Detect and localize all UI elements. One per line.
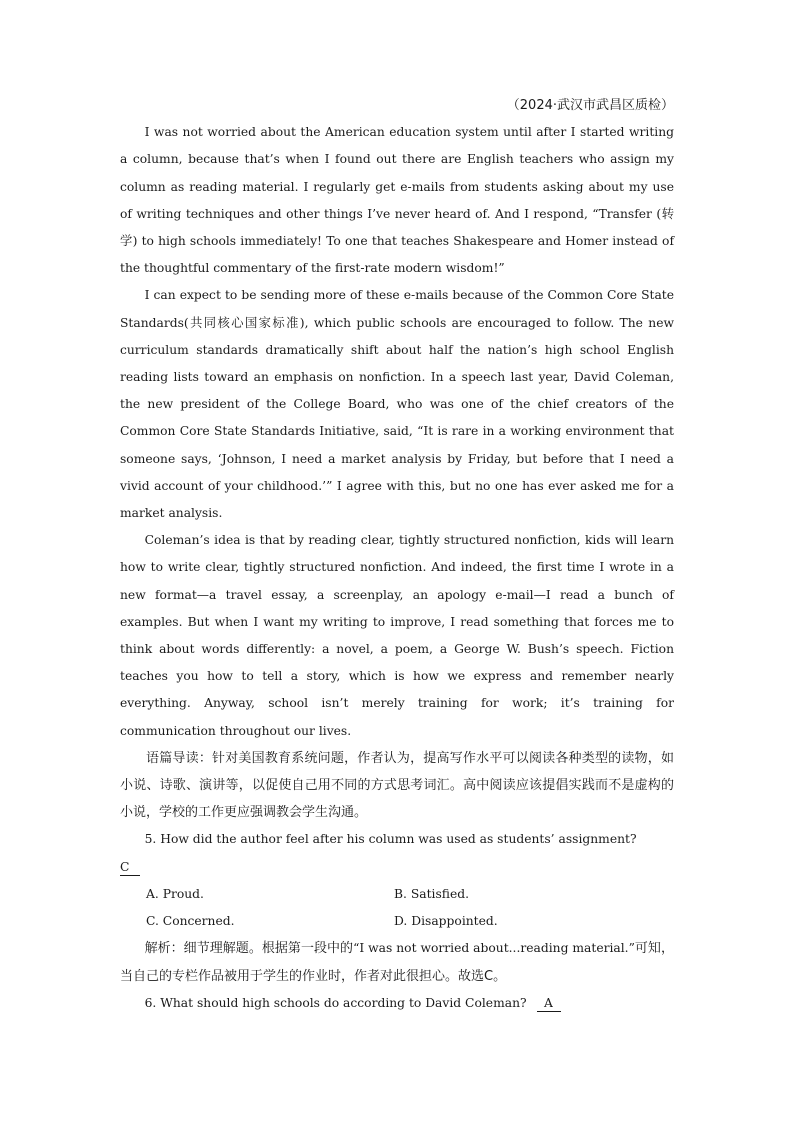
passage-paragraph-3: Coleman’s idea is that by reading clear, tightly structured nonfiction, kids will learn how to write clear, tightly structured nonfiction. And indeed, the first time I wrote in a new format—a travel essay, a screenplay, an apology e-mail—I read a bunch of examples. But when I want my writing to improve, I read something that forces me to think about words differently: a novel, a poem, a George W. Bush’s speech. Fiction teaches you how to tell a story, which is how we express and remember nearly everything. Anyway, school isn’t merely training for work; it’s training for communication throughout our lives. (120, 533, 674, 738)
question-5-options-row-2 (120, 908, 674, 935)
question-5-answer-line (120, 854, 674, 881)
question-6 (120, 990, 674, 1017)
question-5-options-row-1 (120, 881, 674, 908)
question-6-answer: A (537, 995, 561, 1012)
passage-paragraph-1: I was not worried about the American education system until after I started writing a column, because that’s when I found out there are English teachers who assign my column as reading material. I regularly get e-mails from students asking about my use of writing techniques and other things I’ve never heard of. And I respond, “Transfer (转学) to high schools immediately! To one that teaches Shakespeare and Homer instead of the thoughtful commentary of the first-rate modern wisdom!” (120, 125, 674, 276)
question-6-text: 6. What should high schools do according to David Coleman? (144, 995, 527, 1010)
reading-guide: 语篇导读：针对美国教育系统问题，作者认为，提高写作水平可以阅读各种类型的读物，如小说、诗歌、演讲等，以促使自己用不同的方式思考词汇。高中阅读应该提倡实践而不是虚构的小说，学校的工作更应强调教会学生沟通。 (120, 750, 674, 821)
option-b: B. Satisfied. (394, 886, 470, 901)
option-a: A. Proud. (146, 886, 204, 901)
option-c: C. Concerned. (146, 914, 235, 929)
question-5-answer: C (120, 859, 140, 876)
question-5 (120, 826, 674, 853)
passage-paragraph-2: I can expect to be sending more of these e-mails because of the Common Core State Standards(共同核心国家标准), which public schools are encouraged to follow. The new curriculum standards dramatically shift about half the nation’s high school English reading lists toward an emphasis on nonfiction. In a speech last year, David Coleman, the new president of the College Board, who was one of the chief creators of the Common Core State Standards Initiative, said, “It is rare in a working environment that someone says, ‘Johnson, I need a market analysis by Friday, but before that I need a vivid account of your childhood.’” I agree with this, but no one has ever asked me for a market analysis. (120, 288, 674, 521)
source-label: （2024·武汉市武昌区质检） (506, 98, 674, 113)
analysis-quote: “I was not worried about...reading material.” (353, 941, 635, 956)
question-5-text: 5. How did the author feel after his column was used as students’ assignment? (144, 832, 637, 847)
analysis-prefix: 解析：细节理解题。根据第一段中的 (144, 941, 354, 957)
option-d: D. Disappointed. (394, 914, 498, 929)
document-page (120, 92, 674, 1017)
question-5-analysis (120, 935, 674, 989)
analysis-suffix: 可知，当自己的专栏作品被用于学生的作业时，作者对此很担心。故选C。 (120, 941, 674, 984)
